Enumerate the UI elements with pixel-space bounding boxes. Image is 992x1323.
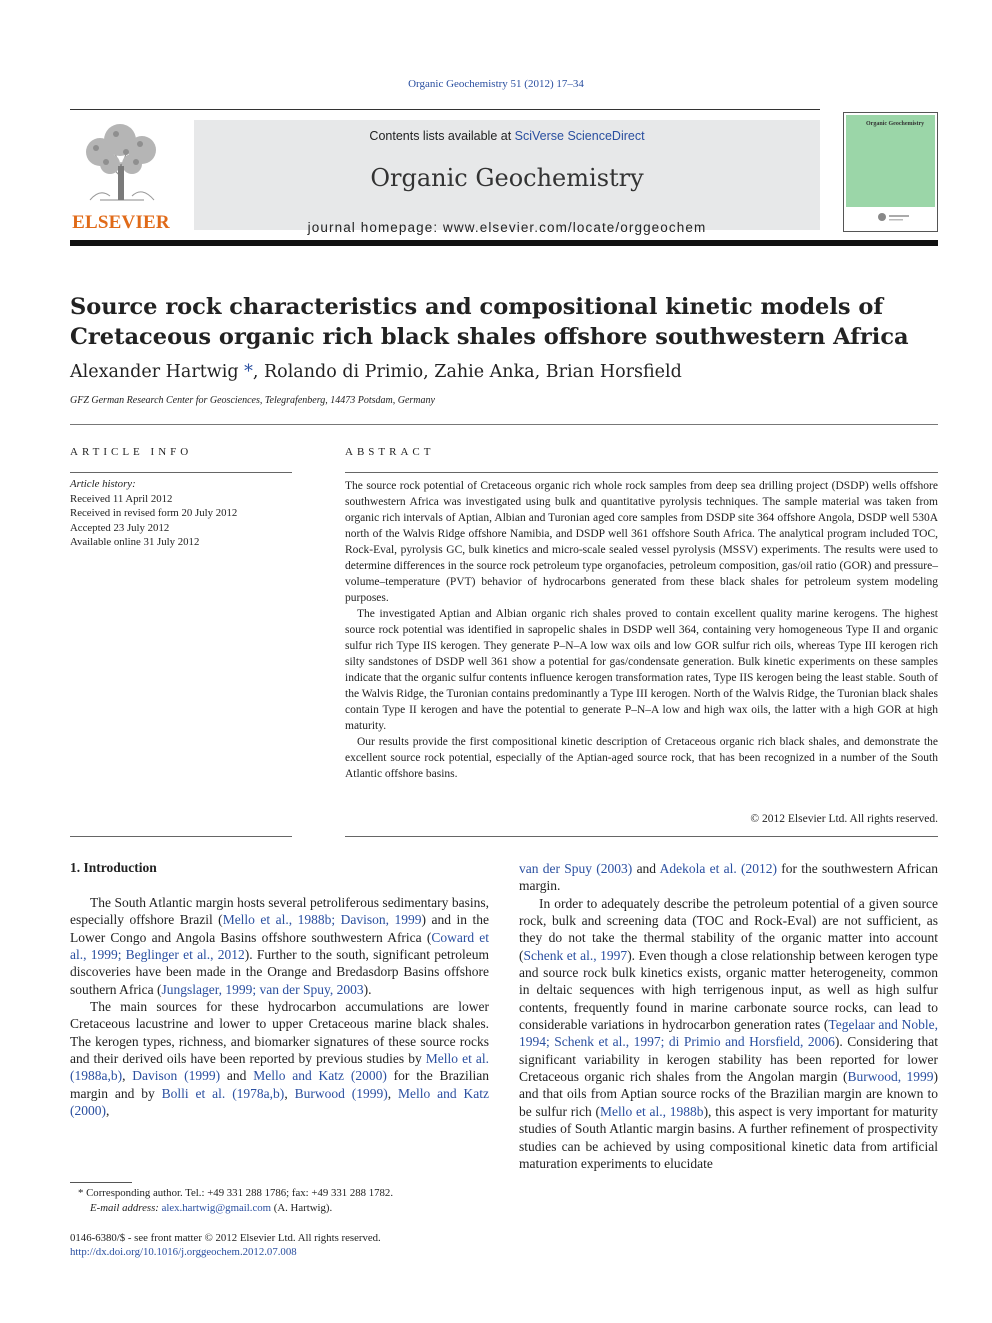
reference-link[interactable]: Mello et al., 1988b	[600, 1103, 704, 1119]
footnote-corresponding	[78, 1186, 393, 1200]
reference-link[interactable]: Mello et al. (1988a,b)	[70, 1051, 490, 1084]
body-text: for the Brazilian margin and by	[70, 1068, 489, 1101]
body-text: ,	[122, 1068, 133, 1084]
footnote-contact: Corresponding author. Tel.: +49 331 288 1786; fax: +49 331 288 1782.	[83, 1187, 394, 1199]
body-text: ), this aspect is very important for maturity studies of South Atlantic margin basins. A further refinement of prospectivity studies can be achieved by using compositional kinetic data from artificial maturation experiments to elucidate	[519, 1103, 938, 1171]
reference-link[interactable]: Burwood, 1999	[847, 1069, 934, 1085]
corresponding-author-mark[interactable]: *	[238, 362, 253, 382]
abstract-paragraph: The investigated Aptian and Albian organic rich shales proved to contain excellent quality marine kerogens. The highest source rock potential was identified in sapropelic shales in DSDP well 364, containing very homogeneous Type II and organic sulfur rich Type IIS kerogen. They generate P–N–A low wax oils and low GOR sulfur rich oils, whereas Type III kerogen rich silty sandstones of DSDP well 361 show a potential for gas/condensate generation. Bulk kinetic experiments on these samples indicate that the organic sulfur contents influence kerogen transformation rates, Type IIS kerogen being the least stable. South of the Walvis Ridge, the Turonian contains predominantly a Type III kerogen. North of the Walvis Ridge, the Turonian black shales contain Type II kerogen and have the potential to generate P–N–A low and high wax oils, the latter with a high GOR at high maturity.	[345, 608, 938, 732]
history-revised: Received in revised form 20 July 2012	[70, 507, 238, 519]
reference-link[interactable]: Mello and Katz (2000)	[253, 1068, 387, 1084]
affiliation: GFZ German Research Center for Geosciences, Telegrafenberg, 14473 Potsdam, Germany	[70, 395, 435, 406]
elsevier-tree-icon	[70, 122, 172, 202]
footnote-email	[90, 1201, 332, 1215]
abstract-paragraph: The source rock potential of Cretaceous organic rich whole rock samples from deep sea drilling project (DSDP) wells offshore southwestern Africa was investigated using bulk and quantitative pyrolysis techniques. The sample material was taken from organic rich intervals of Aptian, Albian and Turonian aged core samples from DSDP site 364 offshore Angola, DSDP well 530A north of the Walvis Ridge offshore Namibia, and DSDP well 361 offshore South Africa. The analytical program included TOC, Rock-Eval, pyrolysis GC, bulk kinetics and micro-scale sealed vessel pyrolysis (MSSV) experiments. The results were used to determine differences in the source rock petroleum type organofacies, petroleum composition, gas/oil ratio (GOR) and pressure–volume–temperature (PVT) behavior of hydrocarbons generated from these black shales for petroleum system modeling purposes.	[345, 480, 938, 604]
sciverse-link[interactable]: SciVerse ScienceDirect	[514, 129, 645, 143]
author-list	[70, 362, 938, 382]
journal-name: Organic Geochemistry	[370, 164, 644, 192]
doi-link-text[interactable]: http://dx.doi.org/10.1016/j.orggeochem.2012.07.008	[70, 1246, 297, 1258]
abstract-rule	[345, 472, 938, 473]
reference-link[interactable]: Adekola et al. (2012)	[659, 861, 777, 876]
body-column-right	[519, 860, 938, 1172]
body-text: ,	[106, 1103, 110, 1119]
header-bottom-rule	[70, 240, 938, 246]
body-column-left	[70, 894, 489, 1119]
footnote-mark: *	[78, 1187, 84, 1199]
author-name[interactable]: Zahie Anka	[434, 362, 535, 382]
body-text: In order to adequately describe the petroleum potential of a given source rock, bulk and screening data (TOC and Rock-Eval) are not sufficient, as they do not take the thermal stability of the organic matter into account (	[519, 895, 938, 963]
intro-paragraph	[519, 860, 938, 895]
article-info-bottom-rule	[70, 836, 292, 837]
history-received: Received 11 April 2012	[70, 492, 173, 505]
body-text: and	[632, 861, 660, 876]
reference-link[interactable]: Tegelaar and Noble, 1994; Schenk et al., 1997; di Primio and Horsfield, 2006	[519, 1017, 938, 1050]
cover-footer	[846, 207, 935, 229]
cover-image	[846, 115, 935, 229]
reference-link[interactable]: Jungslager, 1999; van der Spuy, 2003	[161, 981, 364, 997]
reference-link[interactable]: van der Spuy (2003)	[519, 861, 633, 876]
reference-link[interactable]: Mello and Katz (2000)	[70, 1085, 489, 1119]
body-text: ) and in the Lower Congo and Angola Basins offshore southwestern Africa (	[70, 912, 489, 945]
reference-link[interactable]: Coward et al., 1999; Beglinger et al., 2012	[70, 929, 490, 963]
body-text: ). Even though a close relationship between kerogen type and source rock bulk kinetics exists, organic matter heterogeneity, common in deltaic sequences with high terrigenous input, as well as high sulfur contents, frequently found in marine carbonate source rocks, can lead to considerable variations in hydrocarbon generation rates (	[519, 947, 938, 1033]
title-divider	[70, 424, 938, 425]
email-label: E-mail address:	[90, 1202, 159, 1214]
cover-publisher-icon	[846, 207, 936, 229]
elsevier-wordmark: ELSEVIER	[72, 212, 170, 233]
author-name[interactable]: Alexander Hartwig	[70, 362, 239, 382]
abstract-body	[345, 478, 938, 782]
abstract-paragraph: Our results provide the first compositional kinetic description of Cretaceous organic rich black shales, and demonstrate the excellent source rock potential, especially of the Aptian-aged source rock, that has been recognized in a number of the South Atlantic offshore basins.	[345, 736, 938, 780]
doi-link[interactable]	[70, 1245, 297, 1259]
abstract-bottom-rule	[345, 836, 938, 837]
article-history	[70, 477, 292, 550]
contents-prefix: Contents lists available at	[369, 129, 515, 143]
author-name[interactable]: Rolando di Primio	[264, 362, 424, 382]
body-text: and	[220, 1068, 254, 1084]
history-label: Article history:	[70, 478, 136, 490]
reference-link[interactable]: Bolli et al. (1978a,b)	[161, 1085, 285, 1101]
body-text: ) and that oils from Aptian source rocks of the Brazilian margin are known to be sulfur rich (	[519, 1069, 938, 1119]
body-text: The South Atlantic margin hosts several petroliferous sedimentary basins, especially offshore Brazil (	[70, 895, 489, 928]
journal-cover-thumbnail[interactable]	[843, 112, 938, 232]
elsevier-logo[interactable]	[70, 122, 172, 234]
abstract-copyright: © 2012 Elsevier Ltd. All rights reserved.	[750, 813, 938, 825]
header-top-rule	[70, 109, 820, 110]
body-text: ,	[387, 1085, 398, 1101]
footnote-rule	[70, 1182, 132, 1183]
abstract-heading: ABSTRACT	[345, 446, 435, 458]
author-separator: ,	[534, 362, 546, 382]
article-info-heading: ARTICLE INFO	[70, 446, 193, 458]
intro-paragraph	[70, 894, 489, 998]
author-separator: ,	[252, 362, 264, 382]
cover-title: Organic Geochemistry	[866, 121, 925, 127]
body-text: The main sources for these hydrocarbon accumulations are lower Cretaceous lacustrine and lower to upper Cretaceous marine black shales. The kerogen types, richness, and biomarker signatures of these source rocks and their derived oils have been reported by previous studies by	[70, 999, 489, 1067]
reference-link[interactable]: Mello et al., 1988b; Davison, 1999	[222, 912, 422, 928]
body-text: ,	[284, 1085, 295, 1101]
journal-homepage[interactable]: journal homepage: www.elsevier.com/locate/orggeochem	[307, 220, 707, 235]
body-text: ). Considering that significant variability in kerogen stability has been reported for lower Cretaceous organic rich shales from the Angolan margin (	[519, 1034, 938, 1085]
contents-line	[194, 129, 820, 143]
reference-link[interactable]: Davison (1999)	[132, 1068, 221, 1084]
reference-link[interactable]: Schenk et al., 1997	[523, 947, 628, 963]
body-text: ). Further to the south, significant petroleum discoveries have been made in the Orange and Bredasdorp Basins offshore southern Africa (	[70, 947, 490, 997]
journal-header	[70, 112, 938, 235]
email-suffix: (A. Hartwig).	[271, 1202, 333, 1214]
body-text: ).	[363, 981, 372, 997]
history-online: Available online 31 July 2012	[70, 536, 200, 548]
body-text: for the southwestern African margin.	[519, 861, 939, 894]
reference-link[interactable]: Burwood (1999)	[294, 1085, 388, 1101]
article-title: Source rock characteristics and compositional kinetic models of Cretaceous organic rich black shales offshore southwestern Africa	[70, 294, 909, 350]
email-link[interactable]: alex.hartwig@gmail.com	[161, 1202, 272, 1214]
intro-paragraph	[70, 998, 489, 1119]
journal-citation[interactable]: Organic Geochemistry 51 (2012) 17–34	[408, 78, 584, 90]
article-info-rule	[70, 472, 292, 473]
history-accepted: Accepted 23 July 2012	[70, 521, 170, 534]
journal-banner	[194, 120, 820, 235]
issn-line: 0146-6380/$ - see front matter © 2012 Elsevier Ltd. All rights reserved.	[70, 1232, 381, 1244]
section-heading-introduction: 1. Introduction	[70, 860, 157, 875]
intro-paragraph	[519, 895, 938, 1173]
author-separator: ,	[423, 362, 435, 382]
author-name[interactable]: Brian Horsfield	[545, 362, 682, 382]
